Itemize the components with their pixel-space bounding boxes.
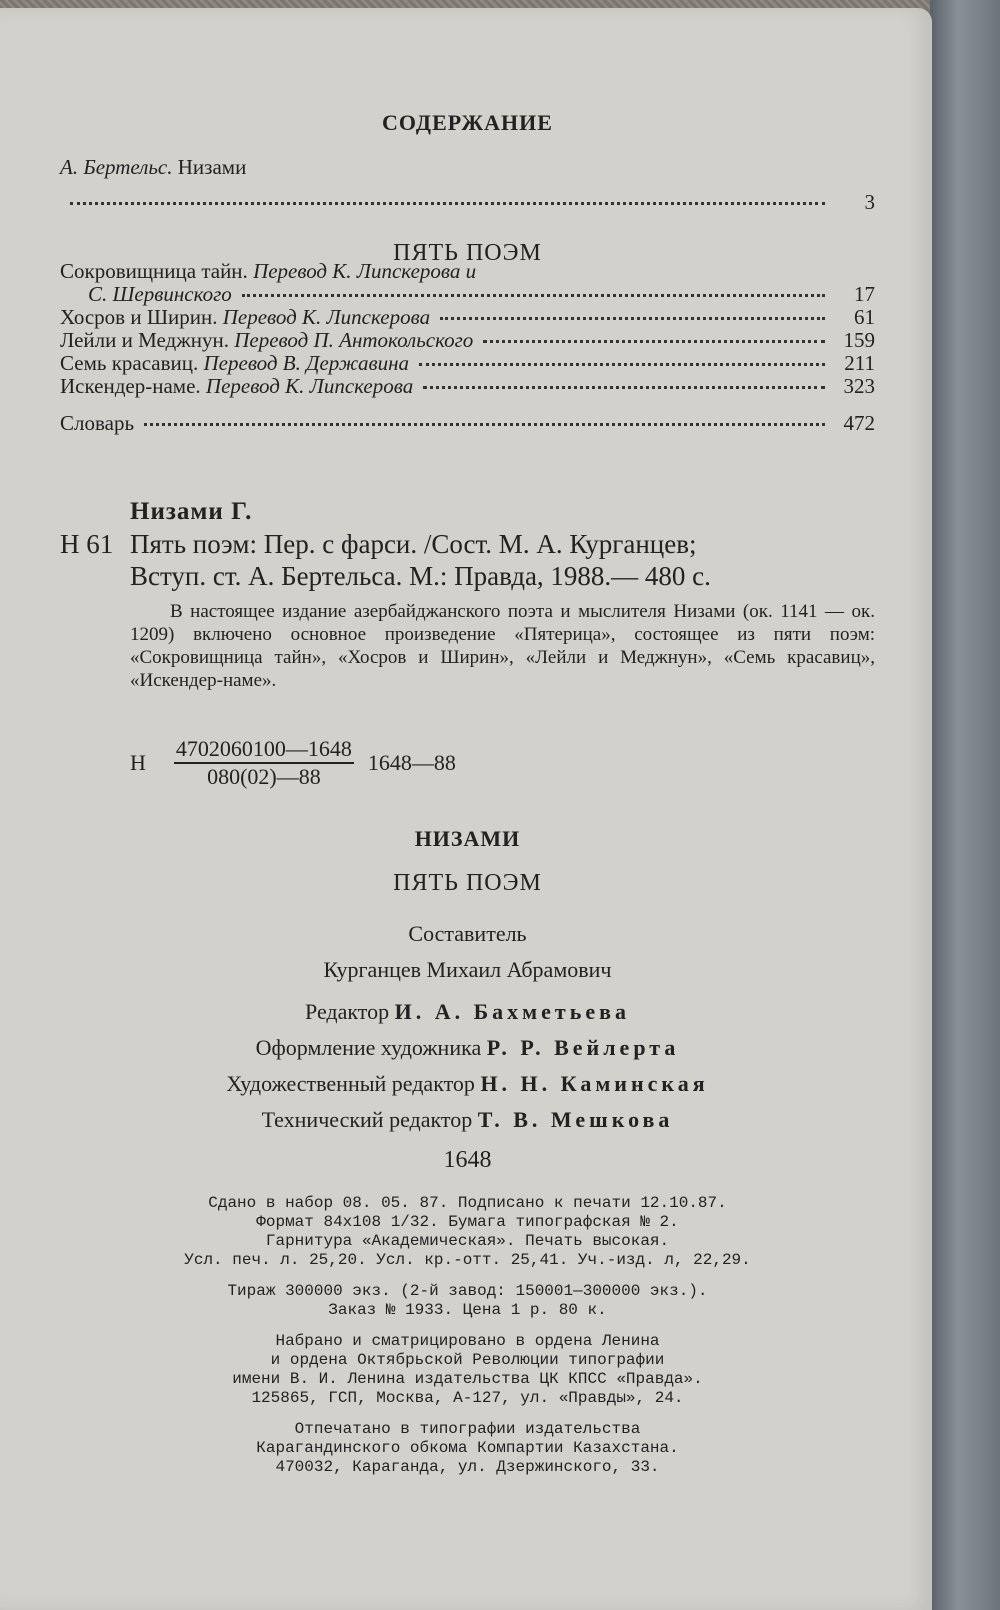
toc-item-page: 323 [843,374,875,398]
imprint-line: Заказ № 1933. Цена 1 р. 80 к. [328,1301,607,1319]
imprint-line: Сдано в набор 08. 05. 87. Подписано к печати 12.10.87. [208,1194,727,1212]
catalog-annotation: В настоящее издание азербайджанского поэта и мыслителя Низами (ок. 1141 — ок. 1209) включено основное произведение «Пятерица», состоящее из пяти поэм: «Сокровищница тайн», «Хосров и Ширин», «Лейли и Меджнун», «Семь красавиц», «Искендер-наме». [130,601,875,691]
toc-item-translator: Перевод К. Липскерова [222,305,431,329]
imprint-line: 470032, Караганда, ул. Дзержинского, 33. [275,1458,660,1476]
design-label: Оформление художника [255,1035,482,1060]
catalog-line-1: Пять поэм: Пер. с фарси. /Сост. М. А. Курганцев; [130,529,697,559]
imprint-line: и ордена Октябрьской Революции типографии [270,1351,665,1369]
catalog-code-denominator: 080(02)—88 [207,764,321,789]
toc-leader-dots [144,421,825,426]
toc-glossary-title: Словарь [60,411,135,435]
imprint-line: Набрано и сматрицировано в ордена Ленина [275,1332,660,1350]
toc-glossary-page: 472 [843,411,875,435]
toc-item [60,306,875,329]
toc-item-title: Искендер-наме. [60,374,201,398]
title-name: ПЯТЬ ПОЭМ [393,870,542,896]
imprint-line: Гарнитура «Академическая». Печать высокая. [265,1232,670,1250]
catalog-line-2: Вступ. ст. А. Бертельса. М.: Правда, 1988.— 480 с. [130,561,711,591]
tech-editor-label: Технический редактор [261,1107,473,1132]
book-edge [930,0,1000,1610]
toc-intro-row [60,156,875,214]
imprint-line: Усл. печ. л. 25,20. Усл. кр.-отт. 25,41. Уч.-изд. л, 22,29. [184,1251,751,1269]
toc-intro-author: А. Бертельс. [60,155,173,179]
toc-item-title: Сокровищница тайн. [60,259,248,283]
toc-item-title: Хосров и Ширин. [60,305,218,329]
toc-item [60,260,875,283]
title-author: НИЗАМИ [414,826,521,851]
toc-intro-title: Низами [177,155,247,179]
toc-item [60,412,875,435]
catalog-card-lines [60,528,875,592]
design-name: Р. Р. Вейлерта [486,1035,680,1060]
toc-leader-dots [483,338,825,343]
toc-item-page: 159 [843,328,875,352]
catalog-index: Н 61 [60,529,114,559]
toc-item [60,375,875,398]
editor-name: И. А. Бахметьева [394,999,630,1024]
toc-item [60,352,875,375]
imprint-line: имени В. И. Ленина издательства ЦК КПСС «Правда». [232,1370,703,1388]
toc-leader-dots [242,292,825,297]
toc-item-page: 61 [854,305,875,329]
catalog-code-letter: Н [130,750,146,775]
catalog-code [130,736,875,790]
imprint-line: 125865, ГСП, Москва, А-127, ул. «Правды», 24. [251,1389,684,1407]
imprint-line: Формат 84x108 1/32. Бумага типографская № 2. [256,1213,679,1231]
catalog-code-suffix: 1648—88 [367,750,456,775]
catalog-code-numerator: 4702060100—1648 [174,736,354,764]
toc-leader-dots [440,315,825,320]
toc-item-translator: Перевод К. Липскерова и [253,259,477,283]
toc-item-translator: С. Шервинского [88,282,232,306]
toc-list [60,260,875,435]
toc-item [60,329,875,352]
toc-item-title: Лейли и Меджнун. [60,328,229,352]
imprint-line: Тираж 300000 экз. (2-й завод: 150001—300000 экз.). [227,1282,708,1300]
toc-heading: СОДЕРЖАНИЕ [382,110,553,135]
credits [60,916,875,1178]
compiler-name: Курганцев Михаил Абрамович [323,957,612,982]
toc-item [60,283,875,306]
imprint [60,1194,875,1477]
editor-label: Редактор [305,999,390,1024]
compiler-label: Составитель [408,921,527,946]
imprint-line: Отпечатано в типографии издательства [294,1420,641,1438]
toc-item-page: 17 [854,282,875,306]
art-editor-name: Н. Н. Каминская [480,1071,709,1096]
book-page [0,8,932,1610]
tech-editor-name: Т. В. Мешкова [477,1107,674,1132]
toc-item-translator: Перевод П. Антокольского [234,328,474,352]
catalog-author: Низами Г. [130,498,253,525]
toc-item-translator: Перевод В. Державина [203,351,410,375]
imprint-line: Карагандинского обкома Компартии Казахстана. [256,1439,679,1457]
catalog-code-fraction [174,736,354,790]
toc-intro-page: 3 [864,190,875,214]
toc-leader-dots [70,200,825,205]
toc-item-page: 211 [844,351,875,375]
book-number: 1648 [443,1147,492,1173]
art-editor-label: Художественный редактор [226,1071,475,1096]
toc-section-title: ПЯТЬ ПОЭМ [393,240,542,266]
toc-item-title: Семь красавиц. [60,351,199,375]
toc-leader-dots [419,361,825,366]
toc-leader-dots [423,384,825,389]
toc-item-translator: Перевод К. Липскерова [205,374,414,398]
